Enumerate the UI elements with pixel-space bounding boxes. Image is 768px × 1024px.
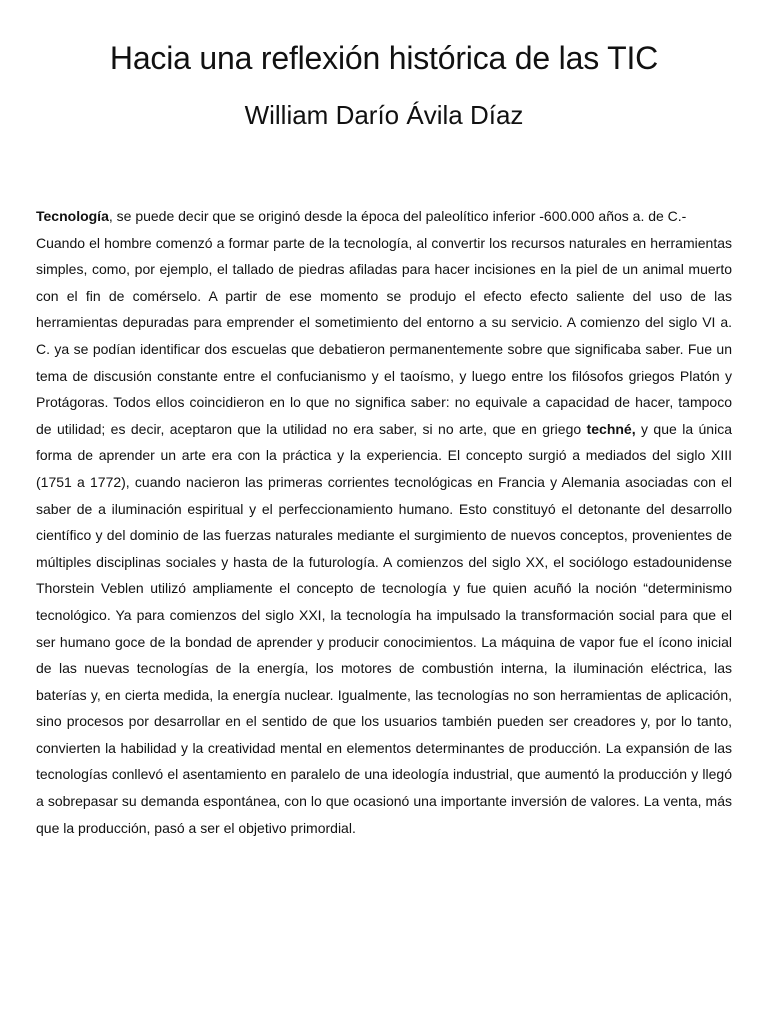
document-body [36,203,732,841]
paragraph-history-text-1: Cuando el hombre comenzó a formar parte de la tecnología, al convertir los recursos naturales en herramientas simples, como, por ejemplo, el tallado de piedras afiladas para hacer incisiones en la piel de un animal muerto con el fin de comérselo. A partir de ese momento se produjo el efecto efecto saliente del uso de las herramientas depuradas para emprender el sometimiento del entorno a su servicio. A comienzo del siglo VI a. C. ya se podían identificar dos escuelas que debatieron permanentemente sobre que significaba saber. Fue un tema de discusión constante entre el confucianismo y el taoísmo, y luego entre los filósofos griegos Platón y Protágoras. Todos ellos coincidieron en lo que no significa saber: no equivale a capacidad de hacer, tampoco de utilidad; es decir, aceptaron que la utilidad no era saber, si no arte, que en griego [36,234,732,437]
paragraph-history-text-2: y que la única forma de aprender un arte era con la práctica y la experiencia. El concepto surgió a mediados del siglo XIII (1751 a 1772), cuando nacieron las primeras corrientes tecnológicas en Francia y Alemania asociadas con el saber de a iluminación espiritual y el perfeccionamiento humano. Esto constituyó el detonante del desarrollo científico y del dominio de las fuerzas naturales mediante el surgimiento de nuevos conceptos, provenientes de múltiples disciplinas sociales y hasta de la futurología. A comienzos del siglo XX, el sociólogo estadounidense Thorstein Veblen utilizó ampliamente el concepto de tecnología y fue quien acuñó la noción “determinismo tecnológico. Ya para comienzos del siglo XXI, la tecnología ha impulsado la transformación social para que el ser humano goce de la bondad de aprender y producir conocimientos. La máquina de vapor fue el ícono inicial de las nuevas tecnologías de la energía, los motores de combustión interna, la iluminación eléctrica, las baterías y, en cierta medida, la energía nuclear. Igualmente, las tecnologías no son herramientas de aplicación, sino procesos por desarrollar en el sentido de que los usuarios también pueden ser creadores y, por lo tanto, convierten la habilidad y la creatividad mental en elementos determinantes de producción. La expansión de las tecnologías conllevó el asentamiento en paralelo de una ideología industrial, que aumentó la producción y llegó a sobrepasar su demanda espontánea, con lo que ocasionó una importante inversión de valores. La venta, más que la producción, pasó a ser el objetivo primordial. [36,420,732,836]
document-title: Hacia una reflexión histórica de las TIC [109,40,659,76]
document-author: William Darío Ávila Díaz [244,100,524,130]
term-techne: techné, [586,420,636,437]
paragraph-intro [36,203,732,230]
paragraph-intro-text: , se puede decir que se originó desde la época del paleolítico inferior -600.000 años a. de C.- [108,208,687,224]
term-tecnologia: Tecnología [36,208,109,224]
paragraph-history [36,230,732,842]
